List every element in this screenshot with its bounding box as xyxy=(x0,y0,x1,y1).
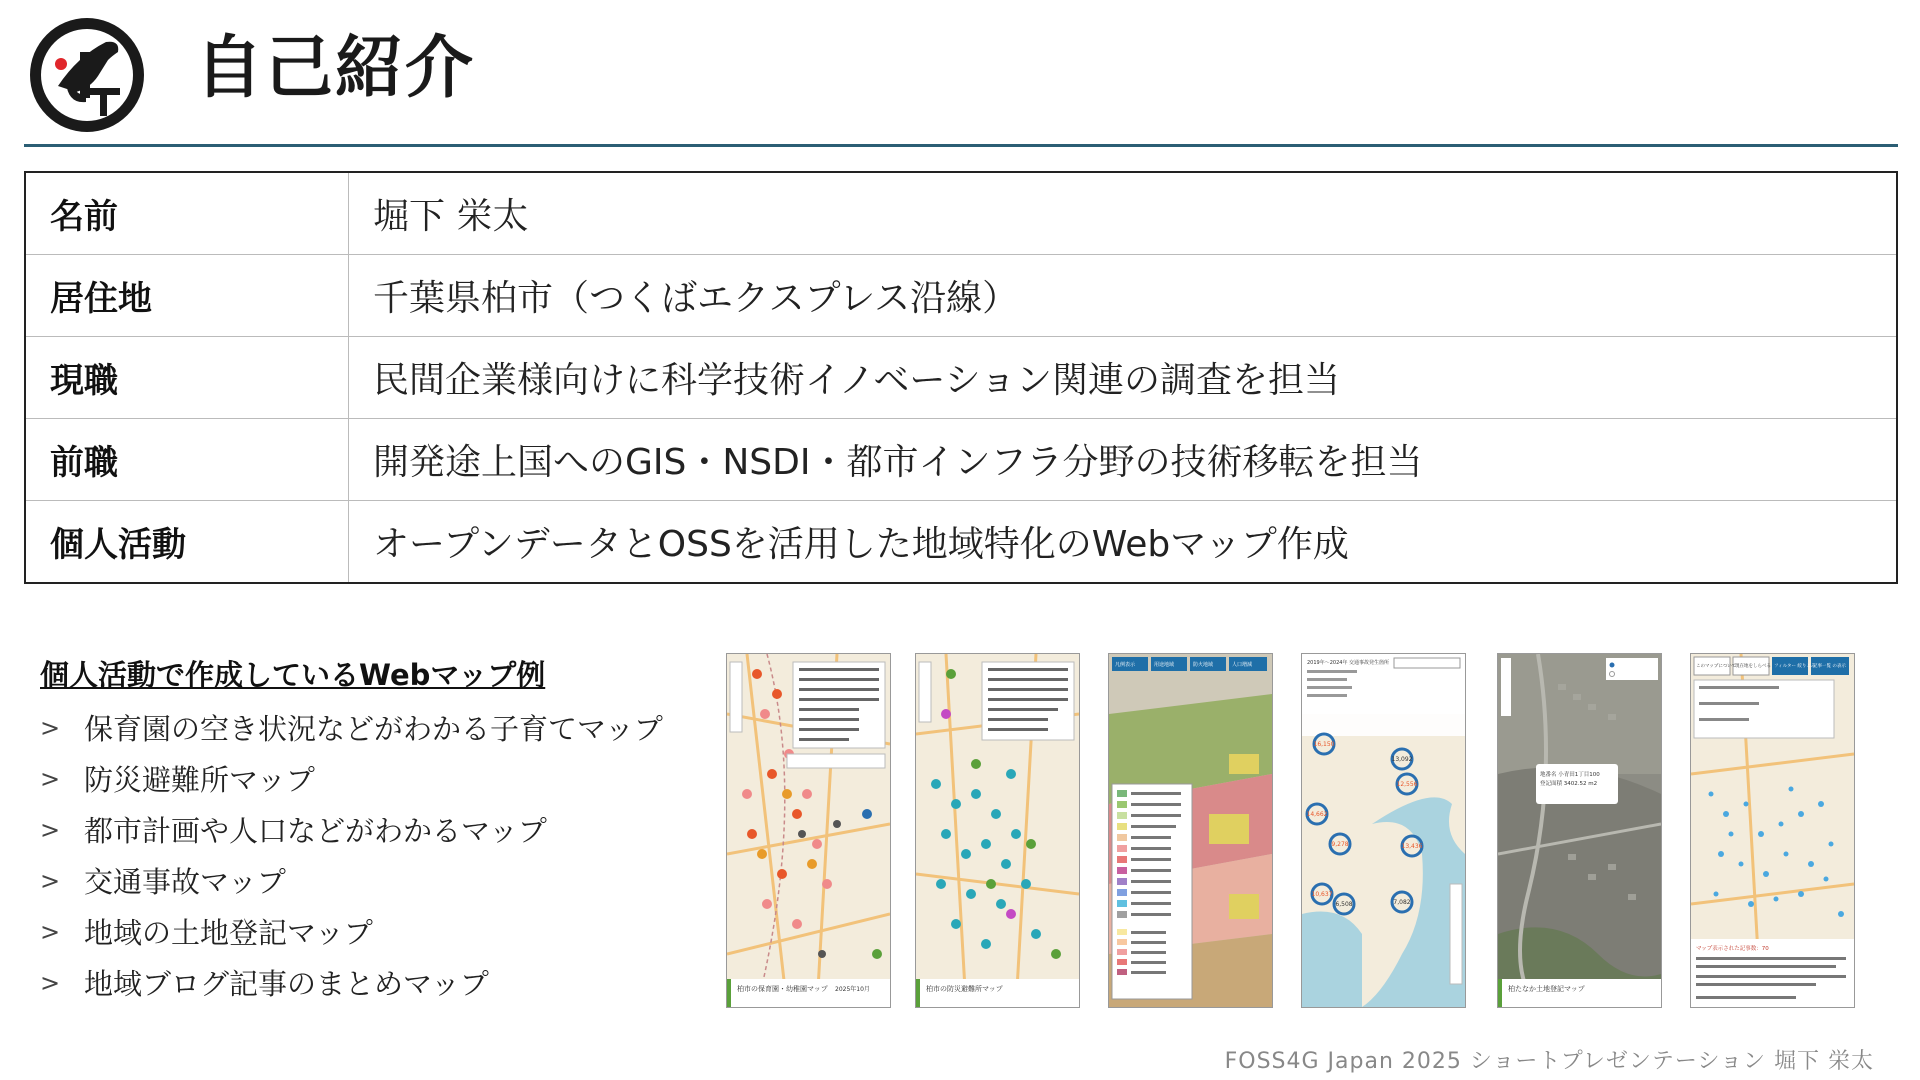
registry-map-caption: 柏たなか土地登記マップ xyxy=(1508,985,1585,993)
shelter-map-screenshot xyxy=(915,653,1080,1008)
list-item xyxy=(40,753,663,804)
blog-button-filter: フィルター 絞りこみ xyxy=(1774,664,1816,669)
urban-planning-map-screenshot xyxy=(1108,653,1273,1008)
profile-table xyxy=(24,171,1898,584)
row-value: 民間企業様向けに科学技術イノベーション関連の調査を担当 xyxy=(349,337,1898,419)
accident-count: 13,092 xyxy=(1391,756,1413,763)
traffic-accident-map-screenshot xyxy=(1301,653,1466,1008)
row-value: 開発途上国へのGIS・NSDI・都市インフラ分野の技術移転を担当 xyxy=(349,419,1898,501)
table-row xyxy=(25,337,1897,419)
table-row xyxy=(25,419,1897,501)
planning-button-zoning: 用途地域 xyxy=(1154,662,1175,668)
row-value: 堀下 栄太 xyxy=(349,172,1898,255)
list-item-text: 都市計画や人口などがわかるマップ xyxy=(84,814,547,848)
table-row xyxy=(25,172,1897,255)
logo xyxy=(28,16,146,134)
list-item xyxy=(40,804,663,855)
blog-map-screenshot xyxy=(1690,653,1855,1008)
blog-button-locate: 現在地をしらべる xyxy=(1735,664,1771,669)
footer-text: FOSS4G Japan 2025 ショートプレゼンテーション 堀下 栄太 xyxy=(1224,1049,1874,1074)
land-registry-map-screenshot xyxy=(1497,653,1662,1008)
registry-popup-parcel: 地番名 小青田1丁目100 xyxy=(1540,772,1600,778)
registry-popup-area: 登記面積 3402.52 m2 xyxy=(1540,781,1598,787)
planning-button-legend: 凡例表示 xyxy=(1115,662,1136,668)
planning-button-population: 人口増減 xyxy=(1232,662,1253,668)
row-label: 名前 xyxy=(25,172,349,255)
maps-section-heading: 個人活動で作成しているWebマップ例 xyxy=(40,658,546,692)
childcare-map-date: 2025年10月 xyxy=(835,986,870,993)
bullet-marker: > xyxy=(40,815,61,844)
childcare-map-screenshot xyxy=(726,653,891,1008)
accident-count: 7,082 xyxy=(1393,899,1411,906)
row-label: 現職 xyxy=(25,337,349,419)
bullet-marker: > xyxy=(40,866,61,895)
list-item xyxy=(40,906,663,957)
table-row xyxy=(25,255,1897,337)
row-value: 千葉県柏市（つくばエクスプレス沿線） xyxy=(349,255,1898,337)
accident-count: 13,436 xyxy=(1401,843,1423,850)
accident-count: 12,556 xyxy=(1396,781,1418,788)
blog-button-about: このマップについて xyxy=(1696,664,1737,669)
traffic-map-header: 2019年〜2024年 交通事故発生箇所 xyxy=(1307,660,1390,666)
accident-count: 10,637 xyxy=(1311,891,1333,898)
bullet-marker: > xyxy=(40,968,61,997)
accident-count: 14,662 xyxy=(1306,811,1328,818)
list-item-text: 交通事故マップ xyxy=(84,865,286,899)
list-item xyxy=(40,855,663,906)
accident-count: 6,508 xyxy=(1335,901,1353,908)
row-value: オープンデータとOSSを活用した地域特化のWebマップ作成 xyxy=(349,501,1898,584)
page-title: 自己紹介 xyxy=(195,29,476,108)
blog-panel-title: マップ表示された記事数：70 xyxy=(1696,946,1769,952)
bullet-marker: > xyxy=(40,917,61,946)
list-item xyxy=(40,957,663,1008)
row-label: 個人活動 xyxy=(25,501,349,584)
row-label: 居住地 xyxy=(25,255,349,337)
childcare-map-caption: 柏市の保育園・幼稚園マップ xyxy=(737,985,828,993)
list-item-text: 地域の土地登記マップ xyxy=(84,916,373,950)
list-item-text: 防災避難所マップ xyxy=(84,763,315,797)
blog-button-list: 記事一覧 の表示 xyxy=(1813,664,1846,669)
row-label: 前職 xyxy=(25,419,349,501)
bullet-marker: > xyxy=(40,713,61,742)
table-row xyxy=(25,501,1897,584)
title-divider xyxy=(24,144,1898,147)
accident-count: 16,150 xyxy=(1313,741,1335,748)
planning-button-fire: 防火地域 xyxy=(1193,662,1214,668)
accident-count: 9,278 xyxy=(1331,841,1349,848)
list-item xyxy=(40,702,663,753)
list-item-text: 保育園の空き状況などがわかる子育てマップ xyxy=(84,712,663,746)
bullet-marker: > xyxy=(40,764,61,793)
list-item-text: 地域ブログ記事のまとめマップ xyxy=(84,967,489,1001)
maps-list xyxy=(40,702,663,1008)
shelter-map-caption: 柏市の防災避難所マップ xyxy=(926,985,1003,993)
